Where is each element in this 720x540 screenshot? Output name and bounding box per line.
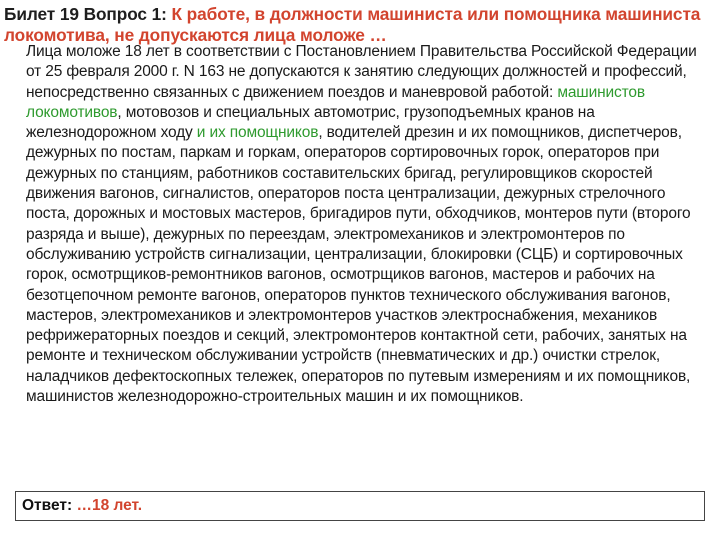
explanation-part-3: , водителей дрезин и их помощников, диспетчеров, дежурных по постам, паркам и горкам, операторов сортировочных горок, операторов при дежурных по станциям, работников составительских бригад, регулировщиков скоростей движения вагонов, сигналистов, операторов поста централизации, дежурных стрелочного поста, дорожных и мостовых мастеров, бригадиров пути, обходчиков, монтеров пути (второго разряда и выше), дежурных по переездам, электромехаников и электромонтеров по обслуживанию устройств сигнализации, централизации, блокировки (СЦБ) и сортировочных горок, осмотрщиков-ремонтников вагонов, осмотрщиков вагонов, мастеров и рабочих на безотцепочном ремонте вагонов, операторов пунктов технического обслуживания вагонов, мастеров, электромехаников и электромонтеров участков электроснабжения, механиков рефрижераторных поездов и секций, электромонтеров контактной сети, рабочих, занятых на ремонте и техническом обслуживании устройств (пневматических и др.) очистки стрелок, наладчиков дефектоскопных тележек, операторов по путевым измерениям и их помощников, машинистов железнодорожно-строительных машин и их помощников. xyxy=(26,124,691,406)
answer-explanation xyxy=(26,42,698,491)
ticket-label: Билет 19 Вопрос 1: xyxy=(4,4,167,24)
answer-box xyxy=(15,491,705,521)
answer-label: Ответ: xyxy=(22,497,77,514)
highlight-locomotive-drivers: машинистов локомотивов xyxy=(26,83,645,121)
question-title xyxy=(4,4,716,46)
explanation-part-2: , мотовозов и специальных автомотрис, грузоподъемных кранов на железнодорожном ходу xyxy=(26,103,595,142)
explanation-part-1: Лица моложе 18 лет в соответствии с Постановлением Правительства Российской Федерации от 25 февраля 2000 г. N 163 не допускаются к занятию следующих должностей и профессий, непосредственно связанных с движением поездов и маневровой работой: xyxy=(26,43,697,101)
highlight-assistants: и их помощников xyxy=(196,124,319,142)
question-text: К работе, в должности машиниста или помощника машиниста локомотива, не допускаются лица моложе … xyxy=(4,4,701,45)
answer-value: …18 лет. xyxy=(76,497,143,514)
